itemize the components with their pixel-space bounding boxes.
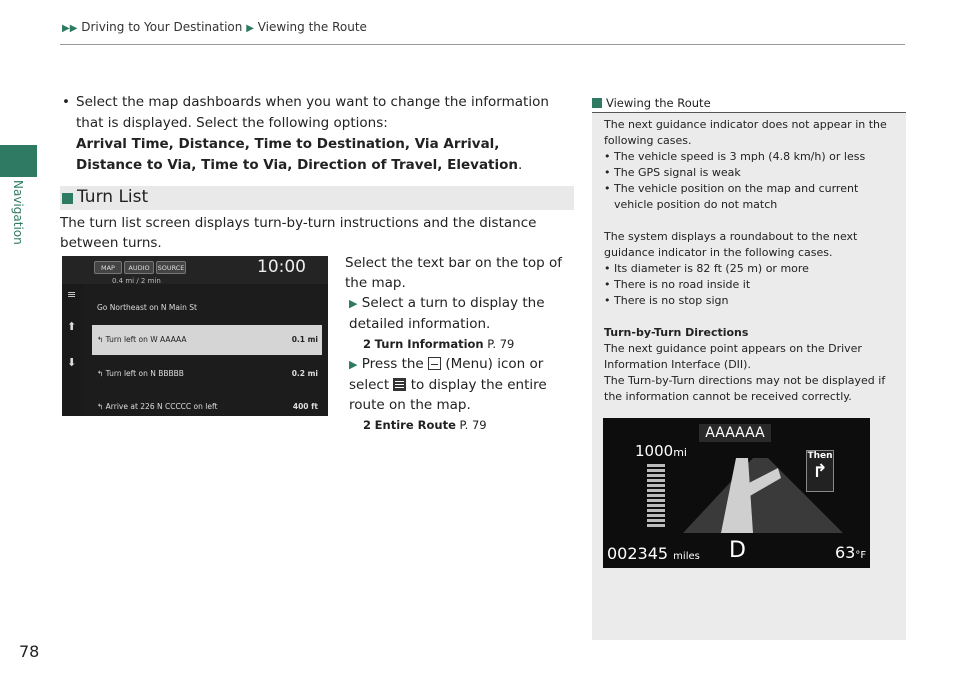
turn-list-screenshot: [62, 256, 328, 416]
scroll-up-icon[interactable]: ⬆: [67, 320, 77, 333]
turn-list-paragraph: The turn list screen displays turn-by-turn instructions and the distance between turns.: [60, 215, 537, 251]
ref-page: P. 79: [487, 337, 515, 351]
breadcrumb: [62, 20, 367, 34]
nav-clock: 10:00: [257, 257, 306, 277]
breadcrumb-chapter: Driving to Your Destination: [81, 20, 243, 34]
step-arrow-icon: ▶: [349, 297, 358, 310]
nav-left-rail: [62, 284, 84, 416]
turn-row-selected[interactable]: [92, 325, 322, 355]
note-title: Viewing the Route: [606, 96, 711, 110]
breadcrumb-arrow-icon: ▶: [246, 23, 254, 34]
turn-label: ↰ Arrive at 226 N CCCCC on left: [97, 402, 218, 411]
intro-text: Select the map dashboards when you want to change the information that is displayed. Select the following options:: [76, 94, 549, 131]
intro-end: .: [518, 157, 523, 173]
turn-distance: 0.1 mi: [291, 335, 318, 344]
note-p3: The next guidance point appears on the Driver Information Interface (DII).: [604, 342, 862, 371]
turn-label: ↰ Turn left on N BBBBB: [97, 369, 184, 378]
section-square-icon: [62, 193, 73, 204]
turn-distance: 0.2 mi: [291, 369, 318, 378]
note-header: [592, 95, 906, 113]
ref-marker: 2: [363, 418, 372, 432]
chapter-label: Navigation: [11, 180, 25, 245]
odometer: 002345 miles: [607, 544, 700, 563]
menu-icon[interactable]: ≡: [67, 288, 77, 301]
note-item: • Its diameter is 82 ft (25 m) or more: [604, 262, 809, 275]
note-p2: The system displays a roundabout to the next guidance indicator in the following cases.: [604, 230, 858, 259]
breadcrumb-arrow-icon: ▶▶: [62, 23, 78, 34]
driver-info-interface-image: [603, 418, 870, 568]
step-3c: to display the entire route on the map.: [349, 377, 547, 413]
ref-turn-information[interactable]: [363, 334, 575, 354]
temperature: 63°F: [835, 543, 867, 562]
note-p4: The Turn-by-Turn directions may not be displayed if the information cannot be received correctly.: [604, 374, 886, 403]
distance-readout: 1000mi: [635, 442, 687, 460]
section-title: Turn List: [77, 187, 149, 207]
dashboard-options: Arrival Time, Distance, Time to Destination, Via Arrival, Distance to Via, Time to Via, Direction of Travel, Elevation: [76, 136, 519, 173]
chapter-tab: [0, 145, 37, 177]
ref-label: Turn Information: [374, 337, 484, 351]
turn-label: Go Northeast on N Main St: [97, 303, 197, 312]
turn-distance: 400 ft: [292, 402, 318, 411]
step-1: Select the text bar on the top of the map.: [345, 255, 562, 291]
breadcrumb-section: Viewing the Route: [257, 20, 367, 34]
note-item: • There is no stop sign: [604, 294, 729, 307]
note-subheading: Turn-by-Turn Directions: [604, 326, 749, 339]
turn-row[interactable]: [92, 392, 322, 416]
street-name: AAAAAA: [699, 424, 771, 442]
step-2: Select a turn to display the detailed information.: [349, 295, 545, 332]
note-item: • The GPS signal is weak: [604, 166, 741, 179]
turn-label: ↰ Turn left on W AAAAA: [97, 335, 187, 344]
ref-label: Entire Route: [374, 418, 456, 432]
note-item: • The vehicle position on the map and current vehicle position do not match: [604, 182, 859, 211]
intro-paragraph: [62, 92, 562, 176]
note-item: • The vehicle speed is 3 mph (4.8 km/h) or less: [604, 150, 866, 163]
step-3b: (Menu) icon or select: [349, 356, 544, 393]
bullet-dot: •: [62, 94, 70, 110]
route-list-icon: [393, 378, 406, 391]
source-button[interactable]: SOURCE: [156, 261, 186, 274]
ref-page: P. 79: [459, 418, 487, 432]
then-indicator: Then ↱: [806, 450, 834, 492]
note-item: • There is no road inside it: [604, 278, 751, 291]
turn-arrow-icon: ↱: [812, 461, 828, 482]
note-body: [604, 117, 900, 405]
header-divider: [60, 44, 905, 45]
page-number: 78: [19, 642, 40, 661]
note-p1: The next guidance indicator does not appear in the following cases.: [604, 118, 887, 147]
ref-marker: 2: [363, 337, 372, 351]
nav-distance-time[interactable]: 0.4 mi / 2 min: [112, 277, 161, 285]
note-icon: [592, 98, 602, 108]
gear-indicator: D: [729, 538, 746, 563]
scroll-down-icon[interactable]: ⬇: [67, 356, 77, 369]
distance-bar-icon: [647, 464, 665, 532]
step-3a: Press the: [361, 356, 424, 372]
audio-button[interactable]: AUDIO: [124, 261, 154, 274]
ref-entire-route[interactable]: [363, 415, 575, 435]
menu-icon: [428, 357, 441, 370]
section-header: [60, 186, 574, 210]
step-arrow-icon: ▶: [349, 358, 358, 371]
turn-row[interactable]: [92, 359, 322, 389]
steps-block: [345, 253, 575, 435]
map-button[interactable]: MAP: [94, 261, 122, 274]
turn-row[interactable]: [92, 293, 322, 323]
